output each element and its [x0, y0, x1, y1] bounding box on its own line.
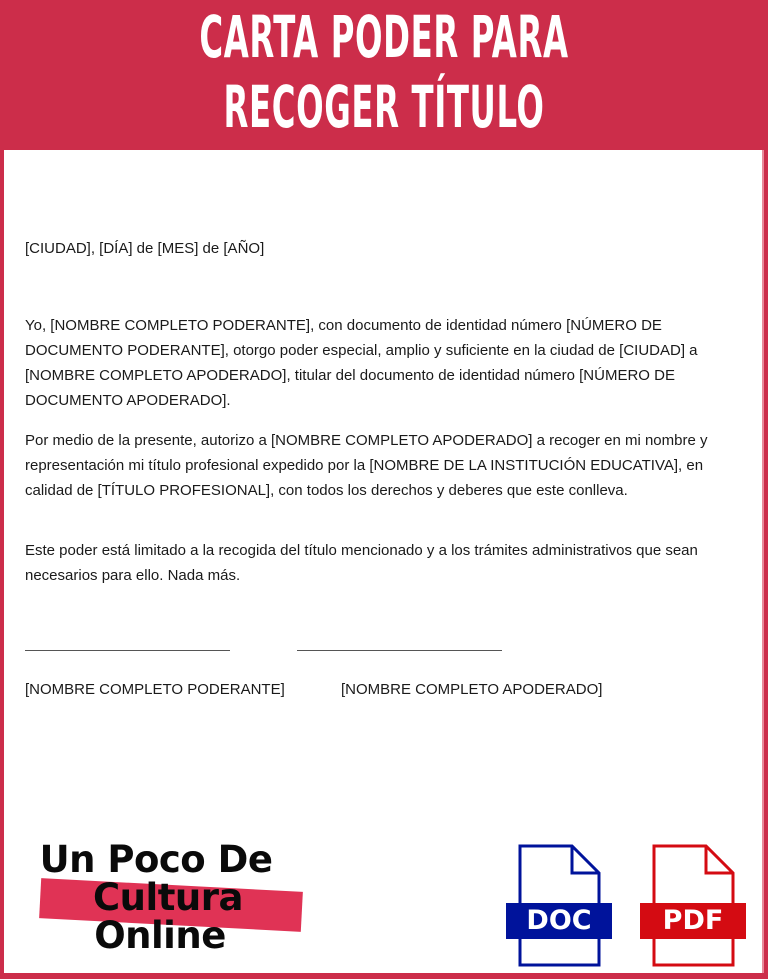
paragraph-grant: Yo, [NOMBRE COMPLETO PODERANTE], con documento de identidad número [NÚMERO DE DOCUMENTO PODERANTE], otorgo poder especial, amplio y suficiente en la ciudad de [CIUDAD] a [NOMBRE COMPLETO APODERADO], titular del documento de identidad número [NÚMERO DE DOCUMENTO APODERADO].	[25, 317, 698, 409]
paragraph-authorization: Por medio de la presente, autorizo a [NOMBRE COMPLETO APODERADO] a recoger en mi nombre y representación mi título profesional expedido por la [NOMBRE DE LA INSTITUCIÓN EDUCATIVA], en calidad de [TÍTULO PROFESIONAL], con todos los derechos y deberes que este conlleva.	[25, 432, 708, 499]
doc-label: DOC	[526, 905, 592, 936]
page-title-line-1: CARTA PODER PARA	[199, 3, 569, 71]
logo-text-line-1: Un Poco De	[39, 838, 273, 881]
brand-logo[interactable]	[28, 840, 308, 965]
signature-line-poderante	[25, 650, 230, 651]
logo-text-line-2: Cultura	[93, 876, 243, 919]
download-pdf-button[interactable]	[638, 843, 748, 968]
signature-line-apoderado	[297, 650, 502, 651]
signature-name-apoderado: [NOMBRE COMPLETO APODERADO]	[341, 681, 603, 698]
page-title-line-2: RECOGER TÍTULO	[223, 73, 545, 141]
date-line: [CIUDAD], [DÍA] de [MES] de [AÑO]	[25, 240, 265, 257]
download-doc-button[interactable]	[504, 843, 614, 968]
paragraph-limitation: Este poder está limitado a la recogida del título mencionado y a los trámites administrativos que sean necesarios para ello. Nada más.	[25, 542, 698, 584]
logo-text-line-3: Online	[94, 914, 226, 957]
pdf-label: PDF	[662, 905, 724, 936]
document-page	[4, 150, 764, 973]
header-banner	[0, 0, 768, 150]
signature-name-poderante: [NOMBRE COMPLETO PODERANTE]	[25, 681, 285, 698]
